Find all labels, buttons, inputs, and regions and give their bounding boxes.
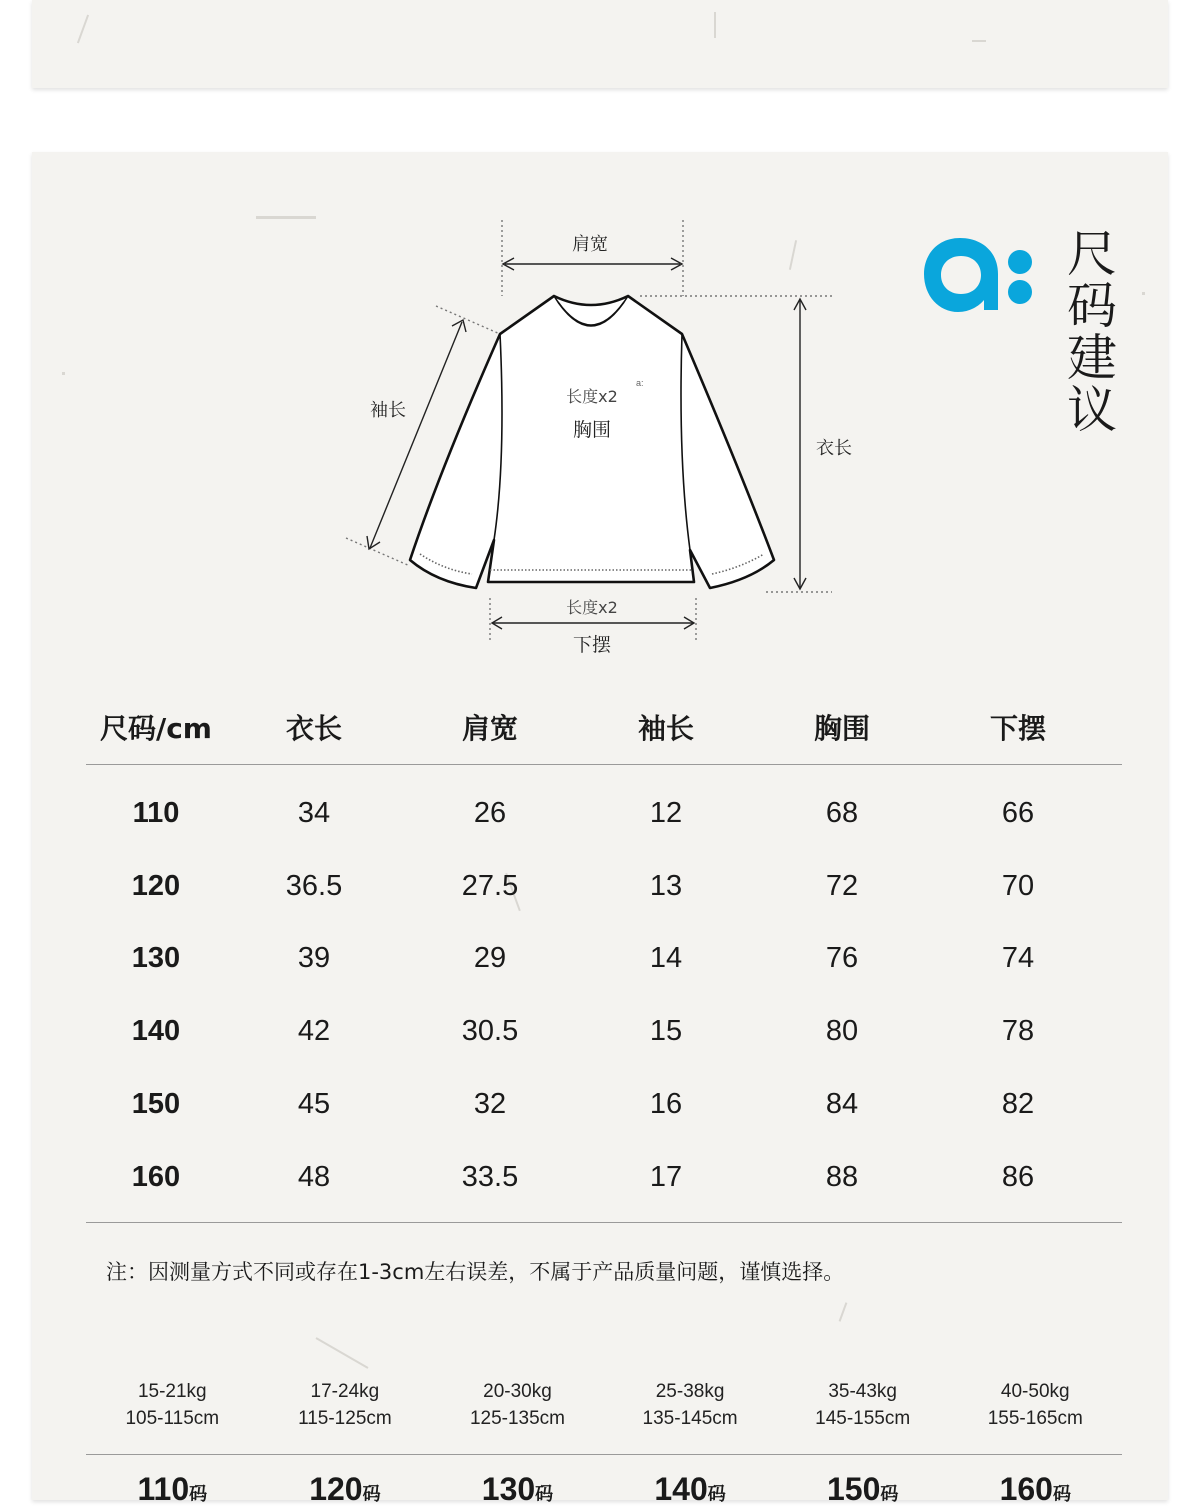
paper-speck xyxy=(62,372,65,375)
size-unit: 码 xyxy=(1052,1484,1071,1505)
label-chest: 胸围 xyxy=(572,419,612,441)
header-sleeve: 袖长 xyxy=(637,712,694,745)
size-unit: 码 xyxy=(535,1484,554,1505)
cell-sleeve: 12 xyxy=(649,796,683,829)
size-number: 130 xyxy=(481,1471,536,1507)
cell-length: 39 xyxy=(297,942,331,975)
header-shoulder: 肩宽 xyxy=(461,712,518,745)
label-length: 衣长 xyxy=(816,438,852,459)
header-length: 衣长 xyxy=(285,712,342,745)
size-number: 110 xyxy=(137,1471,190,1507)
range-item xyxy=(949,1378,1122,1432)
cell-length: 42 xyxy=(297,1015,331,1048)
range-height: 155-165cm xyxy=(987,1408,1083,1429)
cell-sleeve: 17 xyxy=(649,1160,683,1193)
label-hem: 下摆 xyxy=(572,634,612,656)
cell-sleeve: 13 xyxy=(649,869,683,902)
range-item xyxy=(604,1378,777,1432)
paper-speck xyxy=(256,216,316,219)
paper-speck xyxy=(972,40,986,42)
cell-length: 48 xyxy=(297,1160,331,1193)
title-char: 码 xyxy=(1067,277,1117,335)
label-shoulder: 肩宽 xyxy=(572,234,608,255)
label-hem-length: 长度x2 xyxy=(566,598,618,617)
range-height: 135-145cm xyxy=(642,1408,738,1429)
recommended-size xyxy=(776,1471,949,1508)
sweater-illustration xyxy=(340,210,860,670)
table-row xyxy=(86,777,1122,850)
divider xyxy=(86,1454,1122,1455)
recommended-size xyxy=(604,1471,777,1508)
table-row xyxy=(86,995,1122,1068)
cell-length: 36.5 xyxy=(285,869,343,902)
paper-speck xyxy=(714,12,716,38)
recommended-size xyxy=(949,1471,1122,1508)
cell-sleeve: 15 xyxy=(649,1015,683,1048)
recommendation-ranges xyxy=(86,1378,1122,1432)
paper-speck xyxy=(316,1337,369,1369)
size-number: 160 xyxy=(999,1471,1053,1507)
measurement-note: 注：因测量方式不同或存在1-3cm左右误差，不属于产品质量问题，谨慎选择。 xyxy=(106,1260,845,1284)
range-item xyxy=(776,1378,949,1432)
range-height: 125-135cm xyxy=(469,1408,566,1429)
size-unit: 码 xyxy=(362,1484,381,1505)
size-unit: 码 xyxy=(707,1484,726,1505)
recommended-sizes xyxy=(86,1471,1122,1508)
cell-hem: 74 xyxy=(1001,942,1035,975)
range-height: 115-125cm xyxy=(298,1408,392,1429)
header-hem: 下摆 xyxy=(989,712,1046,745)
range-height: 105-115cm xyxy=(125,1408,220,1429)
cell-size: 130 xyxy=(131,942,181,975)
recommended-size xyxy=(86,1471,259,1508)
table-row xyxy=(86,1068,1122,1141)
table-row xyxy=(86,1141,1122,1214)
range-item xyxy=(259,1378,432,1432)
table-row xyxy=(86,850,1122,923)
range-weight: 20-30kg xyxy=(483,1381,552,1402)
cell-size: 160 xyxy=(131,1160,181,1193)
cell-hem: 82 xyxy=(1001,1088,1035,1121)
cell-hem: 66 xyxy=(1001,796,1035,829)
range-item xyxy=(86,1378,259,1432)
size-unit: 码 xyxy=(189,1484,208,1505)
cell-length: 45 xyxy=(297,1088,331,1121)
cell-chest: 88 xyxy=(825,1160,859,1193)
cell-hem: 70 xyxy=(1001,869,1035,902)
cell-chest: 76 xyxy=(825,942,859,975)
size-unit: 码 xyxy=(880,1484,899,1505)
cell-chest: 80 xyxy=(825,1015,859,1048)
recommended-size xyxy=(431,1471,604,1508)
cell-chest: 84 xyxy=(825,1088,859,1121)
title-char: 议 xyxy=(1067,381,1117,439)
recommended-size xyxy=(259,1471,432,1508)
range-weight: 17-24kg xyxy=(310,1381,380,1402)
paper-speck xyxy=(839,1302,848,1321)
size-number: 120 xyxy=(309,1471,363,1507)
title-char: 建 xyxy=(1067,329,1117,387)
range-height: 145-155cm xyxy=(815,1408,911,1429)
cell-shoulder: 30.5 xyxy=(461,1015,519,1048)
cell-sleeve: 14 xyxy=(649,942,683,975)
cell-shoulder: 29 xyxy=(473,942,507,975)
cell-shoulder: 33.5 xyxy=(461,1160,519,1193)
garment-diagram xyxy=(340,210,860,670)
cell-size: 140 xyxy=(131,1015,181,1048)
cell-shoulder: 27.5 xyxy=(461,869,519,902)
label-chest-length: 长度x2 xyxy=(566,387,618,406)
header-chest: 胸围 xyxy=(813,712,870,745)
range-weight: 15-21kg xyxy=(137,1381,207,1402)
header-size: 尺码/cm xyxy=(99,712,212,745)
cell-size: 120 xyxy=(131,869,181,902)
cell-shoulder: 26 xyxy=(473,796,507,829)
brand-logo xyxy=(922,234,1036,316)
cell-size: 110 xyxy=(132,796,180,829)
size-number: 150 xyxy=(826,1471,881,1507)
table-row xyxy=(86,923,1122,996)
cell-size: 150 xyxy=(131,1088,181,1121)
range-weight: 40-50kg xyxy=(1000,1381,1070,1402)
cell-hem: 86 xyxy=(1001,1160,1035,1193)
table-body xyxy=(86,765,1122,1223)
cell-chest: 72 xyxy=(825,869,859,902)
size-table xyxy=(86,690,1122,1223)
range-item xyxy=(431,1378,604,1432)
label-sleeve: 袖长 xyxy=(370,400,406,421)
cell-hem: 78 xyxy=(1001,1015,1035,1048)
paper-speck xyxy=(77,15,89,44)
range-weight: 25-38kg xyxy=(655,1381,725,1402)
size-number: 140 xyxy=(654,1471,708,1507)
brand-title xyxy=(1062,225,1122,439)
paper-speck xyxy=(1142,292,1145,295)
title-char: 尺 xyxy=(1067,225,1117,283)
chest-logo: a: xyxy=(636,378,644,388)
size-recommendation xyxy=(86,1378,1122,1508)
cell-shoulder: 32 xyxy=(473,1088,507,1121)
cell-length: 34 xyxy=(297,796,331,829)
range-weight: 35-43kg xyxy=(828,1381,897,1402)
cell-sleeve: 16 xyxy=(649,1088,683,1121)
table-header xyxy=(86,690,1122,765)
cell-chest: 68 xyxy=(825,796,859,829)
top-card xyxy=(32,0,1168,88)
